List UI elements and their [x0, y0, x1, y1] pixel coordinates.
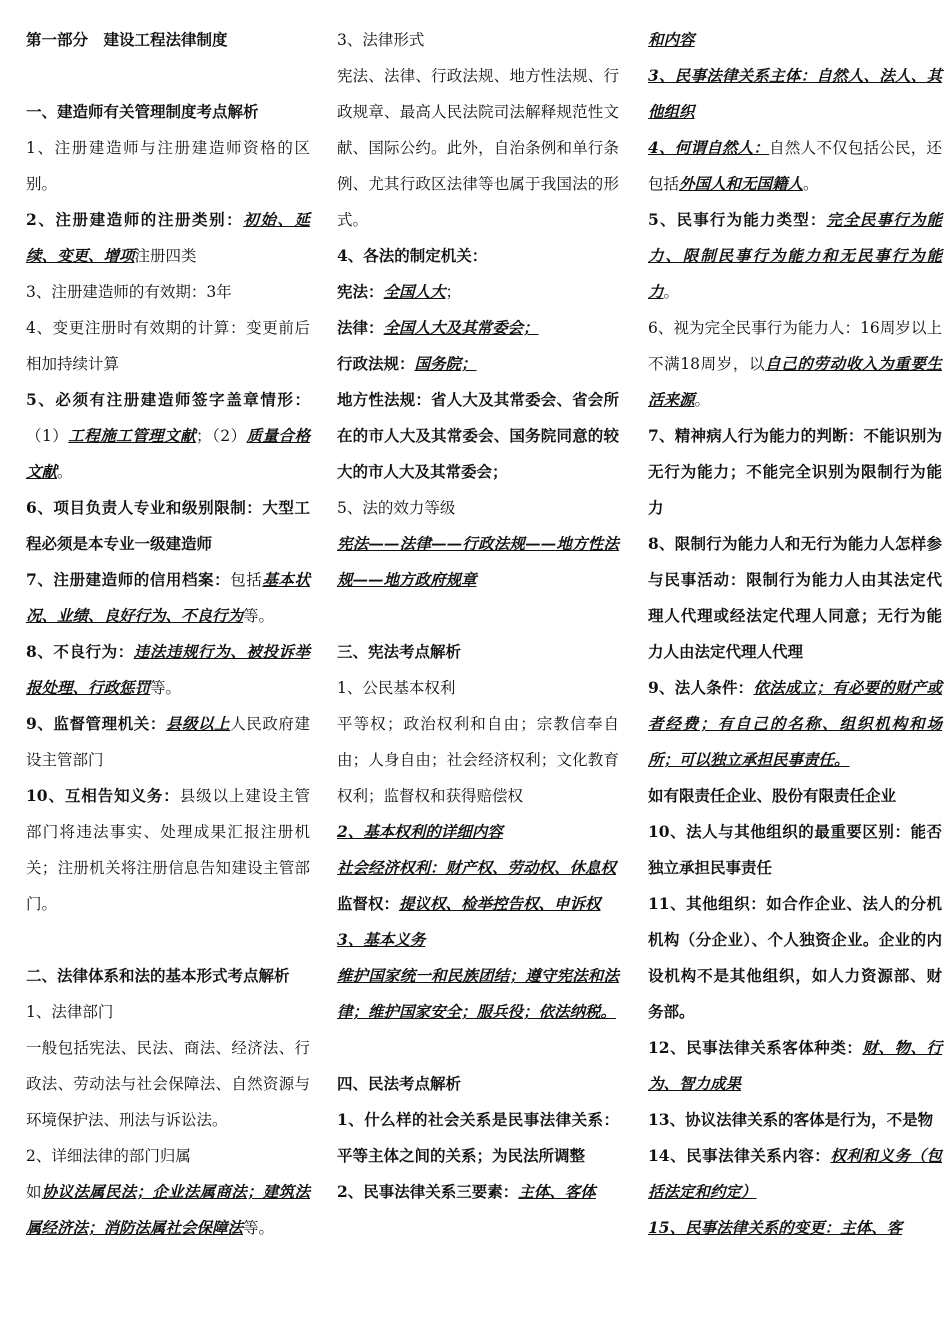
item-3-1-text: 平等权；政治权利和自由；宗教信奉自由；人身自由；社会经济权利；文化教育权利；监督权和获得赔偿权 [337, 715, 619, 805]
item-2-2-text: 如协议法属民法；企业法属商法；建筑法属经济法；消防法属社会保障法等。 [26, 1182, 310, 1237]
item-2-5-text: 宪法——法律——行政法规——地方性法规——地方政府规章 [337, 534, 619, 589]
item-4-2-cont: 和内容 [648, 30, 695, 49]
item-1-10: 10、互相告知义务：县级以上建设主管部门将违法事实、处理成果汇报注册机关；注册机关将注册信息告知建设主管部门。 [26, 786, 310, 913]
item-4-15: 15、民事法律关系的变更：主体、客 [648, 1218, 903, 1237]
item-3-1: 1、公民基本权利 [337, 679, 456, 697]
item-2-3: 3、法律形式 [337, 31, 425, 49]
column-3 [648, 22, 942, 1246]
item-4-12: 12、民事法律关系客体种类：财、物、行为、智力成果 [648, 1038, 942, 1093]
column-2 [337, 22, 619, 1210]
item-4-13: 13、协议法律关系的客体是行为，不是物 [648, 1110, 934, 1129]
item-4-11: 11、其他组织：如合作企业、法人的分机机构（分企业）、个人独资企业。企业的内设机构不是其他组织，如人力资源部、财务部。 [648, 894, 942, 1021]
item-3-2: 2、基本权利的详细内容 [337, 822, 503, 841]
section-2-title: 二、法律体系和法的基本形式考点解析 [26, 966, 290, 985]
item-3-2-b: 监督权：提议权、检举控告权、申诉权 [337, 894, 601, 913]
item-2-1-text: 一般包括宪法、民法、商法、经济法、行政法、劳动法与社会保障法、自然资源与环境保护法、刑法与诉讼法。 [26, 1039, 310, 1129]
item-4-3: 3、民事法律关系主体：自然人、法人、其他组织 [648, 66, 942, 121]
item-1-6: 6、项目负责人专业和级别限制：大型工程必须是本专业一级建造师 [26, 498, 310, 553]
item-4-7: 7、精神病人行为能力的判断：不能识别为无行为能力；不能完全识别为限制行为能力 [648, 426, 942, 517]
item-4-4: 4、何谓自然人：自然人不仅包括公民，还包括外国人和无国籍人。 [648, 138, 942, 193]
item-4-9-example: 如有限责任企业、股份有限责任企业 [648, 786, 897, 805]
item-4-5: 5、民事行为能力类型：完全民事行为能力、限制民事行为能力和无民事行为能力。 [648, 210, 942, 301]
item-2-5: 5、法的效力等级 [337, 499, 456, 517]
item-3-3-text: 维护国家统一和民族团结；遵守宪法和法律；维护国家安全；服兵役；依法纳税。 [337, 966, 619, 1021]
item-2-4-d: 地方性法规：省人大及其常委会、省会所在的市人大及其常委会、国务院同意的较大的市人大及其常委会； [337, 390, 619, 481]
item-4-10: 10、法人与其他组织的最重要区别：能否独立承担民事责任 [648, 822, 942, 877]
item-1-8: 8、不良行为：违法违规行为、被投诉举报处理、行政惩罚等。 [26, 642, 310, 697]
item-4-2: 2、民事法律关系三要素：主体、客体 [337, 1182, 596, 1201]
column-1 [26, 22, 310, 1246]
item-1-2: 2、注册建造师的注册类别：初始、延续、变更、增项注册四类 [26, 210, 310, 265]
section-1-title: 一、建造师有关管理制度考点解析 [26, 102, 259, 121]
section-3-title: 三、宪法考点解析 [337, 642, 462, 661]
item-2-1: 1、法律部门 [26, 1003, 114, 1021]
item-4-9: 9、法人条件：依法成立；有必要的财产或者经费；有自己的名称、组织机构和场所；可以独立承担民事责任。 [648, 678, 942, 769]
item-2-2: 2、详细法律的部门归属 [26, 1147, 191, 1165]
item-4-1: 1、什么样的社会关系是民事法律关系：平等主体之间的关系；为民法所调整 [337, 1110, 619, 1165]
item-4-6: 6、视为完全民事行为能力人：16周岁以上不满18周岁，以自己的劳动收入为重要生活来源。 [648, 319, 942, 409]
item-1-7: 7、注册建造师的信用档案：包括基本状况、业绩、良好行为、不良行为等。 [26, 570, 310, 625]
item-4-14: 14、民事法律关系内容：权利和义务（包括法定和约定） [648, 1146, 942, 1201]
item-2-4-c: 行政法规：国务院； [337, 354, 477, 373]
item-3-2-a: 社会经济权利：财产权、劳动权、休息权 [337, 858, 617, 877]
section-4-title: 四、民法考点解析 [337, 1074, 462, 1093]
item-4-8: 8、限制行为能力人和无行为能力人怎样参与民事活动：限制行为能力人由其法定代理人代理或经法定代理人同意；无行为能力人由法定代理人代理 [648, 534, 942, 661]
item-2-4: 4、各法的制定机关： [337, 246, 488, 265]
item-2-4-b: 法律：全国人大及其常委会； [337, 318, 539, 337]
item-1-1: 1、注册建造师与注册建造师资格的区别。 [26, 139, 310, 193]
item-1-3: 3、注册建造师的有效期：3年 [26, 283, 232, 301]
item-3-3: 3、基本义务 [337, 930, 426, 949]
item-1-9: 9、监督管理机关：县级以上人民政府建设主管部门 [26, 714, 310, 769]
part-title: 第一部分 建设工程法律制度 [26, 30, 228, 49]
item-2-3-text: 宪法、法律、行政法规、地方性法规、行政规章、最高人民法院司法解释规范性文献、国际公约。此外，自治条例和单行条例、尤其行政区法律等也属于我国法的形式。 [337, 67, 619, 229]
item-2-4-a: 宪法：全国人大； [337, 282, 462, 301]
item-1-5: 5、必须有注册建造师签字盖章情形：（1）工程施工管理文献；（2）质量合格文献。 [26, 390, 310, 481]
item-1-4: 4、变更注册时有效期的计算：变更前后相加持续计算 [26, 319, 310, 373]
